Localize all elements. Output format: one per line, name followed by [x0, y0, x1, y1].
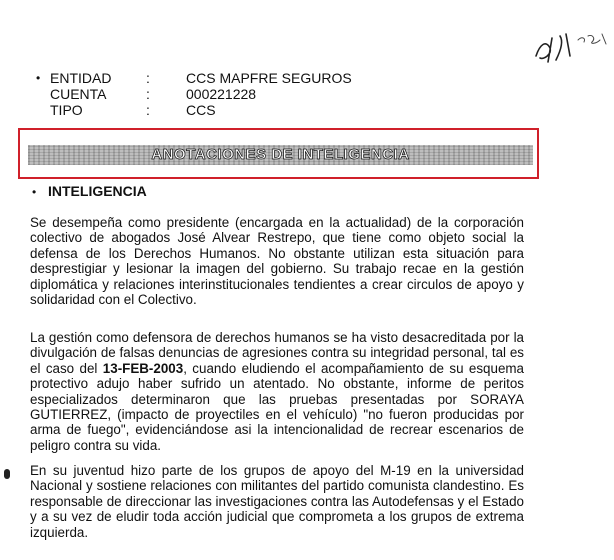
section-heading: [32, 183, 147, 199]
info-row-entidad: [36, 70, 352, 86]
info-value: 000221228: [186, 86, 257, 102]
handwritten-annotation: [530, 26, 610, 66]
paragraph-3: En su juventud hizo parte de los grupos de apoyo del M-19 en la universidad Nacional y sostiene relaciones con militantes del partido comunista clandestino. Es responsable de direccionar las investigaciones contra las Autodefensas y el Estado y a su vez de eludir toda acción judicial que comprometa a los grupos de extrema izquierda.: [30, 463, 524, 540]
info-label: TIPO: [50, 102, 83, 118]
paragraph-1: Se desempeña como presidente (encargada en la actualidad) de la corporación colectivo de abogados José Alvear Restrepo, que tiene como objeto social la defensa de los Derechos Humanos. No obstante utilizan esta situación para desprestigiar y lesionar la imagen del gobierno. Su trabajo recae en la gestión diplomática y relaciones interinstitucionales tendientes a crear circulos de apoyo y solidaridad con el Colectivo.: [30, 215, 524, 308]
info-label: ENTIDAD: [50, 70, 112, 86]
info-value: CCS MAPFRE SEGUROS: [186, 70, 352, 86]
info-separator: :: [146, 86, 150, 102]
info-label: CUENTA: [50, 86, 107, 102]
info-row-cuenta: [36, 86, 352, 102]
highlight-frame: [18, 128, 539, 179]
info-row-tipo: [36, 102, 352, 118]
margin-mark: [4, 469, 10, 479]
paragraph-2-text-a: La gestión como defensora de derechos humanos se ha visto desacreditada por la divulgación de falsas denuncias de agresiones contra su integridad personal, tal es el caso del: [30, 330, 524, 376]
info-separator: :: [146, 102, 150, 118]
incident-date: 13-FEB-2003: [102, 360, 184, 376]
stamp-title: ANOTACIONES DE INTELIGENCIA: [151, 146, 410, 163]
bullet-icon: •: [32, 185, 37, 199]
info-value: CCS: [186, 102, 216, 118]
paragraph-2: [30, 330, 524, 453]
account-info: [36, 70, 352, 118]
info-separator: :: [146, 70, 150, 86]
paragraph-2-text-b: , cuando eludiendo el acompañamiento de su esquema protectivo adujo haber sufrido un atentado. No obstante, informe de peritos especializados determinaron que las pruebas presentadas por SORAYA GUTIERREZ, (impacto de proyectiles en el vehículo) "no fueron producidas por arma de fuego", evidenciándose asi la intencionalidad de recrear escenarios de peligro contra su vida.: [30, 360, 525, 453]
bullet-icon: •: [36, 71, 41, 85]
section-heading-text: INTELIGENCIA: [48, 183, 147, 199]
